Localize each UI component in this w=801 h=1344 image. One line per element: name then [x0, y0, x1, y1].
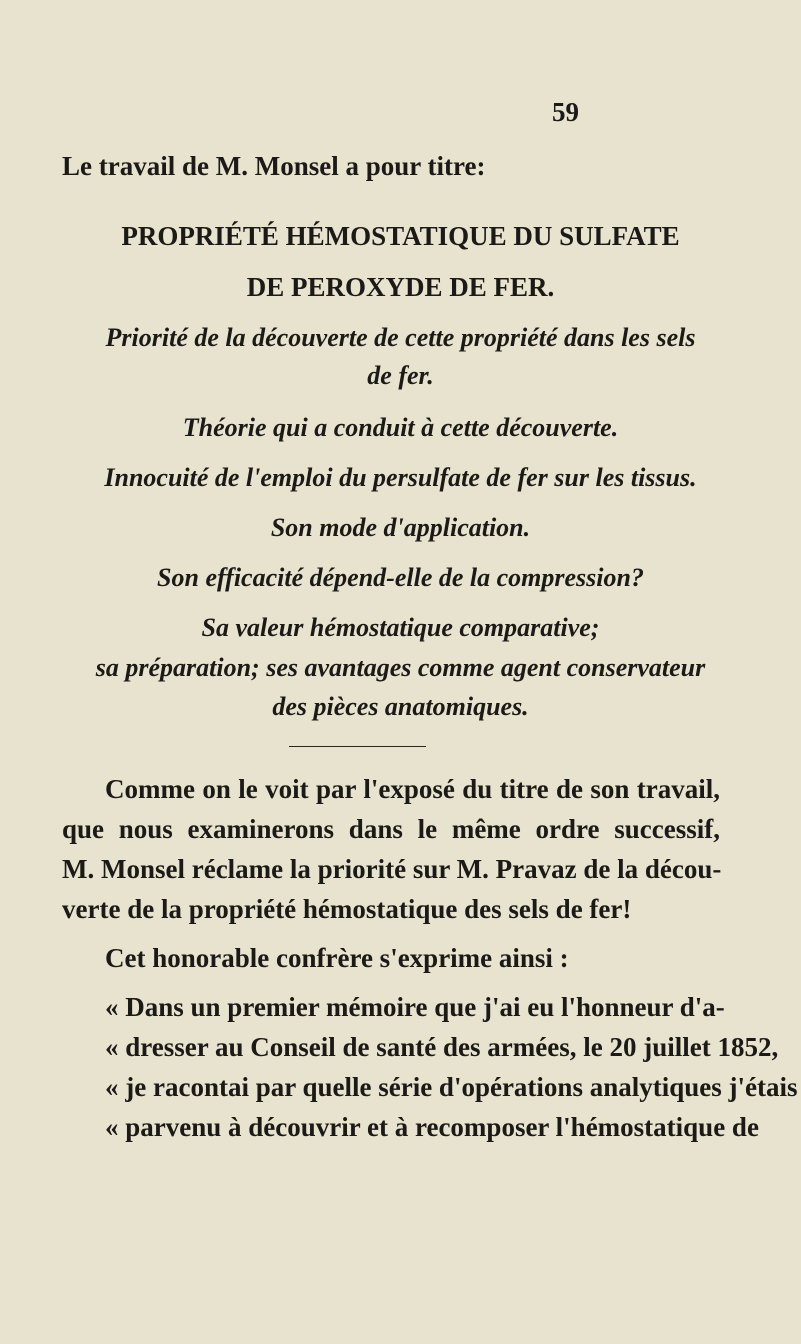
toc-line: Innocuité de l'emploi du persulfate de fer sur les tissus. [104, 463, 697, 492]
toc-line: des pièces anatomiques. [272, 692, 529, 721]
toc-line: Sa valeur hémostatique comparative; [201, 613, 600, 642]
quote-line: « je racontai par quelle série d'opérations analytiques j'étais [105, 1072, 798, 1102]
body-text-line: M. Monsel réclame la priorité sur M. Pravaz de la décou- [62, 854, 722, 884]
toc-line: Théorie qui a conduit à cette découverte. [182, 413, 619, 442]
section-title-line-2: DE PEROXYDE DE FER. [246, 272, 555, 302]
page-number: 59 [552, 97, 579, 127]
toc-line: de fer. [367, 361, 434, 390]
intro-line: Le travail de M. Monsel a pour titre: [62, 151, 486, 181]
quote-line: « parvenu à découvrir et à recomposer l'hémostatique de [105, 1112, 759, 1142]
body-text-line: que nous examinerons dans le même ordre successif, [62, 814, 720, 844]
quote-line: « dresser au Conseil de santé des armées, le 20 juillet 1852, [105, 1032, 779, 1062]
toc-line: Son mode d'application. [270, 513, 531, 542]
body-text-line: verte de la propriété hémostatique des sels de fer! [62, 894, 632, 924]
body-text-line: Cet honorable confrère s'exprime ainsi : [105, 943, 569, 973]
body-text-line: Comme on le voit par l'exposé du titre de son travail, [105, 774, 720, 804]
toc-line: sa préparation; ses avantages comme agent conservateur [95, 653, 706, 682]
toc-line: Son efficacité dépend-elle de la compression? [157, 563, 644, 592]
quote-line: « Dans un premier mémoire que j'ai eu l'honneur d'a- [105, 992, 725, 1022]
section-title-line-1: PROPRIÉTÉ HÉMOSTATIQUE DU SULFATE [121, 221, 680, 251]
toc-line: Priorité de la découverte de cette propriété dans les sels [105, 323, 696, 352]
section-divider [289, 746, 426, 747]
